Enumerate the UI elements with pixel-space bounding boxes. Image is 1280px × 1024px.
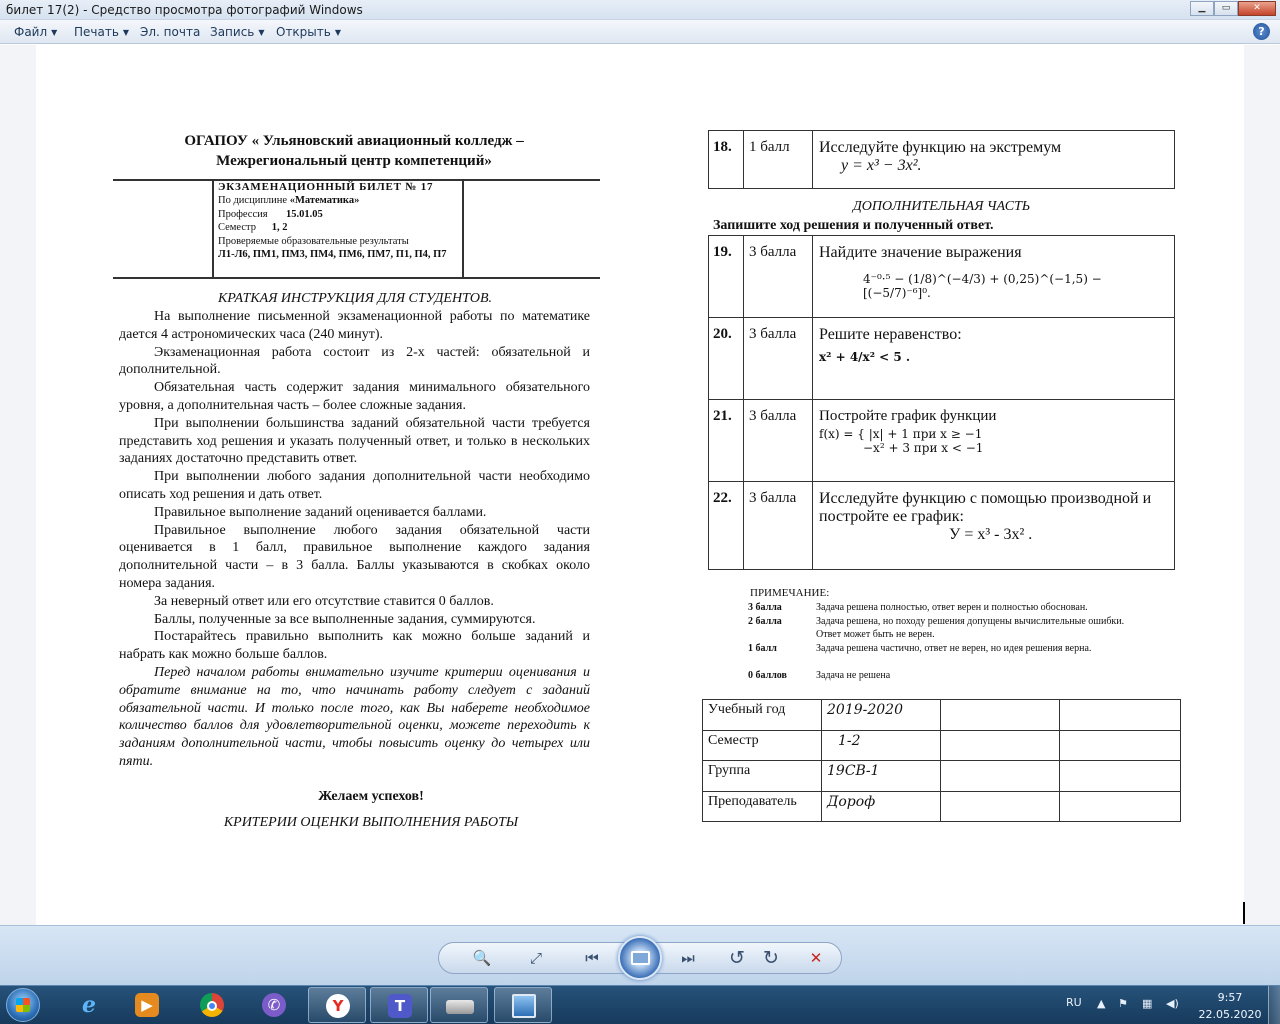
grade-label: Семестр	[703, 730, 822, 761]
menu-print-label: Печать	[74, 25, 119, 39]
college-title	[112, 131, 596, 171]
taskbar-internet-explorer[interactable]	[60, 987, 118, 1023]
note-score: 0 баллов	[748, 670, 787, 681]
menu-email[interactable]	[140, 25, 200, 39]
task-points: 3 балла	[744, 236, 813, 318]
note-score: 3 балла	[748, 602, 782, 613]
college-title-line-1: ОГАПОУ « Ульяновский авиационный колледж –	[184, 133, 524, 149]
grade-label: Преподаватель	[703, 791, 822, 822]
handwritten-value: 1-2	[822, 730, 941, 761]
instruction-italic-paragraph: Перед началом работы внимательно изучите критерии оценивания и обратите внимание на то, что начинать работу следует с заданий обязательной части. И только после того, как Вы наберете необходимое количество баллов для удовлетворительной оценки, можете переходить к заданиям дополнительной части, чтобы повысить оценку до четырех или пяти.	[119, 664, 590, 769]
grade-table	[702, 699, 1181, 822]
text-cursor-mark	[1243, 902, 1245, 924]
menu-burn-label: Запись	[210, 25, 255, 39]
task-points: 3 балла	[744, 482, 813, 570]
grade-label: Учебный год	[703, 700, 822, 731]
task-row	[709, 236, 1175, 318]
task-formula: y = x³ − 3x².	[841, 157, 922, 174]
task-formula: 4⁻⁰·⁵ − (1/8)^(−4/3) + (0,25)^(−1,5) − [(−5/7)⁻⁶]⁰.	[863, 272, 1102, 300]
note-description: Задача решена полностью, ответ верен и полностью обоснован.	[816, 602, 1088, 613]
empty-cell	[1060, 730, 1181, 761]
empty-cell	[941, 761, 1060, 792]
internet-explorer-icon: e	[82, 992, 96, 1018]
ticket-profession-value: 15.01.05	[285, 208, 323, 220]
chevron-down-icon: ▼	[51, 28, 58, 37]
action-center-flag-icon[interactable]: ⚑	[1118, 997, 1128, 1010]
taskbar-viber[interactable]	[245, 987, 303, 1023]
empty-cell	[1060, 791, 1181, 822]
task-formula: f(x) = { |x| + 1 при x ≥ −1	[819, 427, 983, 441]
menu-burn[interactable]	[210, 25, 265, 39]
handwritten-value: 19СВ-1	[822, 761, 941, 792]
task-row	[709, 400, 1175, 482]
task-formula: У = x³ - 3x² .	[949, 526, 1033, 543]
slideshow-button[interactable]	[618, 936, 662, 980]
instruction-paragraph: Обязательная часть содержит задания минимального обязательного уровня, а дополнительная часть – более сложные задания.	[119, 380, 590, 413]
ticket-semester	[218, 221, 460, 234]
show-desktop-button[interactable]	[1268, 986, 1280, 1024]
empty-cell	[941, 730, 1060, 761]
task-text: Постройте график функции	[819, 408, 997, 424]
signature: Дороф	[822, 791, 941, 822]
ticket-results-label: Проверяемые образовательные результаты	[218, 235, 409, 247]
clock-date[interactable]: 22.05.2020	[1198, 1008, 1262, 1021]
task-number: 19.	[709, 236, 744, 318]
previous-icon[interactable]: ⏮	[585, 949, 599, 967]
teams-icon: T	[388, 994, 412, 1018]
taskbar-photo-viewer[interactable]	[494, 987, 552, 1023]
task-points: 1 балл	[744, 131, 813, 189]
ticket-discipline-value: «Математика»	[289, 195, 360, 207]
instruction-paragraph: При выполнении любого задания дополнительной части необходимо описать ход решения и дать ответ.	[119, 469, 590, 502]
ticket-results-value: Л1-Л6, ПМ1, ПМ3, ПМ4, ПМ6, ПМ7, П1, П4, П7	[218, 249, 447, 261]
task-points: 3 балла	[744, 400, 813, 482]
ticket-border-left	[212, 179, 214, 277]
chrome-icon	[200, 993, 224, 1017]
instruction-paragraph: Баллы, полученные за все выполненные задания, суммируются.	[154, 611, 536, 627]
next-icon[interactable]: ⏭	[681, 949, 695, 967]
task-formula: x² + 4/x² < 5 .	[819, 350, 911, 364]
task-text: Найдите значение выражения	[819, 244, 1022, 261]
note-description: Задача не решена	[816, 670, 891, 681]
task-text-cell	[813, 236, 1175, 318]
note-description: Задача решена частично, ответ не верен, но идея решения верна.	[816, 643, 1092, 654]
task-row	[709, 318, 1175, 400]
note-score: 1 балл	[748, 643, 777, 654]
taskbar-scanner[interactable]	[430, 987, 488, 1023]
menu-file-label: Файл	[14, 25, 48, 39]
menu-open[interactable]	[276, 25, 341, 39]
instruction-paragraph: За неверный ответ или его отсутствие ставится 0 баллов.	[154, 593, 494, 609]
ticket-heading: ЭКЗАМЕНАЦИОННЫЙ БИЛЕТ № 17	[218, 181, 434, 193]
viber-icon: ✆	[262, 993, 286, 1017]
handwritten-value: 2019-2020	[822, 700, 941, 731]
criteria-title: КРИТЕРИИ ОЦЕНКИ ВЫПОЛНЕНИЯ РАБОТЫ	[223, 815, 519, 830]
college-title-line-2: Межрегиональный центр компетенций»	[216, 153, 492, 169]
maximize-button[interactable]: ▭	[1214, 1, 1238, 16]
exam-ticket-header	[218, 181, 460, 261]
task-text: Исследуйте функцию с помощью производной и постройте ее график:	[819, 490, 1152, 525]
taskbar-yandex[interactable]	[308, 987, 366, 1023]
volume-icon[interactable]: ◀)	[1166, 997, 1179, 1010]
grade-row	[703, 761, 1181, 792]
show-hidden-icons-icon[interactable]: ▲	[1097, 997, 1106, 1010]
task-18-table	[708, 130, 1175, 189]
note-description: Задача решена, но походу решения допущены вычислительные ошибки. Ответ может быть не верен.	[816, 616, 1125, 640]
ticket-semester-label: Семестр	[218, 222, 256, 234]
menu-bar	[0, 20, 1280, 44]
chevron-down-icon: ▼	[122, 28, 130, 37]
task-number: 21.	[709, 400, 744, 482]
instruction-paragraph: Правильное выполнение любого задания обязательной части оценивается в 1 балл, правильное выполнение каждого задания дополнительной части – в 3 балла. Баллы указываются в скобках около номера задания.	[119, 522, 590, 591]
instructions-title: КРАТКАЯ ИНСТРУКЦИЯ ДЛЯ СТУДЕНТОВ.	[217, 291, 493, 306]
additional-tasks-table	[708, 235, 1175, 570]
window-title: билет 17(2) - Средство просмотра фотографий Windows	[6, 3, 363, 17]
task-points: 3 балла	[744, 318, 813, 400]
note-heading: ПРИМЕЧАНИЕ:	[750, 587, 830, 599]
instruction-paragraph: Постарайтесь правильно выполнить как можно больше заданий и набрать как можно больше баллов.	[119, 629, 590, 663]
clock-time[interactable]: 9:57	[1217, 991, 1243, 1004]
slideshow-icon	[631, 951, 650, 965]
yandex-icon: Y	[326, 994, 350, 1018]
rotate-cw-icon[interactable]: ↻	[763, 947, 779, 969]
grade-row	[703, 791, 1181, 822]
menu-file[interactable]	[14, 25, 57, 39]
instruction-paragraph: При выполнении большинства заданий обязательной части требуется представить ход решения и указать полученный ответ, и только в нескольких заданиях достаточно представить ответ.	[119, 415, 590, 467]
actual-size-icon[interactable]: ⤢	[529, 949, 542, 967]
instruction-paragraph: На выполнение письменной экзаменационной работы по математике дается 4 астрономических часа (240 минут).	[119, 309, 590, 342]
rotate-ccw-icon[interactable]: ↺	[729, 947, 745, 969]
language-indicator[interactable]: RU	[1066, 996, 1082, 1009]
grade-label: Группа	[703, 761, 822, 792]
zoom-icon[interactable]: 🔍	[472, 949, 492, 967]
chevron-down-icon: ▼	[334, 28, 341, 37]
ticket-profession	[218, 208, 460, 221]
windows-logo-icon	[16, 998, 30, 1012]
task-row	[709, 131, 1175, 189]
task-number: 18.	[709, 131, 744, 189]
grade-row	[703, 700, 1181, 731]
instruction-paragraph: Правильное выполнение заданий оценивается баллами.	[154, 504, 487, 520]
photo-canvas	[0, 45, 1280, 925]
task-text-cell	[813, 482, 1175, 570]
task-text-cell	[813, 400, 1175, 482]
menu-print[interactable]	[74, 25, 129, 39]
ticket-border-bottom	[113, 277, 600, 279]
instructions-body	[119, 308, 590, 771]
empty-cell	[1060, 700, 1181, 731]
ticket-border-right	[462, 179, 464, 277]
ticket-discipline	[218, 194, 460, 207]
ticket-semester-value: 1, 2	[271, 222, 288, 234]
additional-part-subtitle: Запишите ход решения и полученный ответ.	[713, 218, 994, 233]
grade-row	[703, 730, 1181, 761]
empty-cell	[941, 700, 1060, 731]
taskbar-media-player[interactable]	[118, 987, 176, 1023]
close-button[interactable]: ✕	[1238, 1, 1276, 16]
task-number: 22.	[709, 482, 744, 570]
canvas-margin-right	[1244, 45, 1280, 925]
media-player-icon: ▶	[135, 993, 159, 1017]
task-row	[709, 482, 1175, 570]
instruction-paragraph: Экзаменационная работа состоит из 2-х частей: обязательной и дополнительной.	[119, 344, 590, 378]
start-button[interactable]	[6, 988, 40, 1022]
ticket-profession-label: Профессия	[218, 208, 268, 220]
menu-email-label: Эл. почта	[140, 25, 201, 39]
title-bar	[0, 0, 1280, 20]
delete-icon[interactable]: ✕	[809, 949, 823, 967]
empty-cell	[941, 791, 1060, 822]
photo-viewer-icon	[512, 994, 536, 1018]
task-number: 20.	[709, 318, 744, 400]
scanner-icon	[446, 1000, 474, 1014]
help-icon[interactable]: ?	[1253, 23, 1270, 40]
ticket-discipline-label: По дисциплине	[218, 195, 288, 207]
task-text-cell	[813, 131, 1175, 189]
additional-part-title: ДОПОЛНИТЕЛЬНАЯ ЧАСТЬ	[852, 199, 1031, 214]
taskbar-chrome[interactable]	[183, 987, 241, 1023]
chevron-down-icon: ▼	[258, 28, 265, 37]
canvas-margin-left	[0, 45, 36, 925]
task-formula: −x² + 3 при x < −1	[863, 441, 984, 455]
note-score: 2 балла	[748, 616, 782, 627]
minimize-button[interactable]: ▁	[1190, 1, 1214, 16]
task-text-cell	[813, 318, 1175, 400]
menu-open-label: Открыть	[276, 25, 331, 39]
taskbar-teams[interactable]	[370, 987, 428, 1023]
task-text: Решите неравенство:	[819, 326, 962, 343]
empty-cell	[1060, 761, 1181, 792]
good-luck-text: Желаем успехов!	[318, 789, 424, 804]
network-icon[interactable]: ▦	[1142, 997, 1153, 1010]
task-text: Исследуйте функцию на экстремум	[819, 139, 1062, 156]
chrome-center	[207, 1001, 217, 1011]
